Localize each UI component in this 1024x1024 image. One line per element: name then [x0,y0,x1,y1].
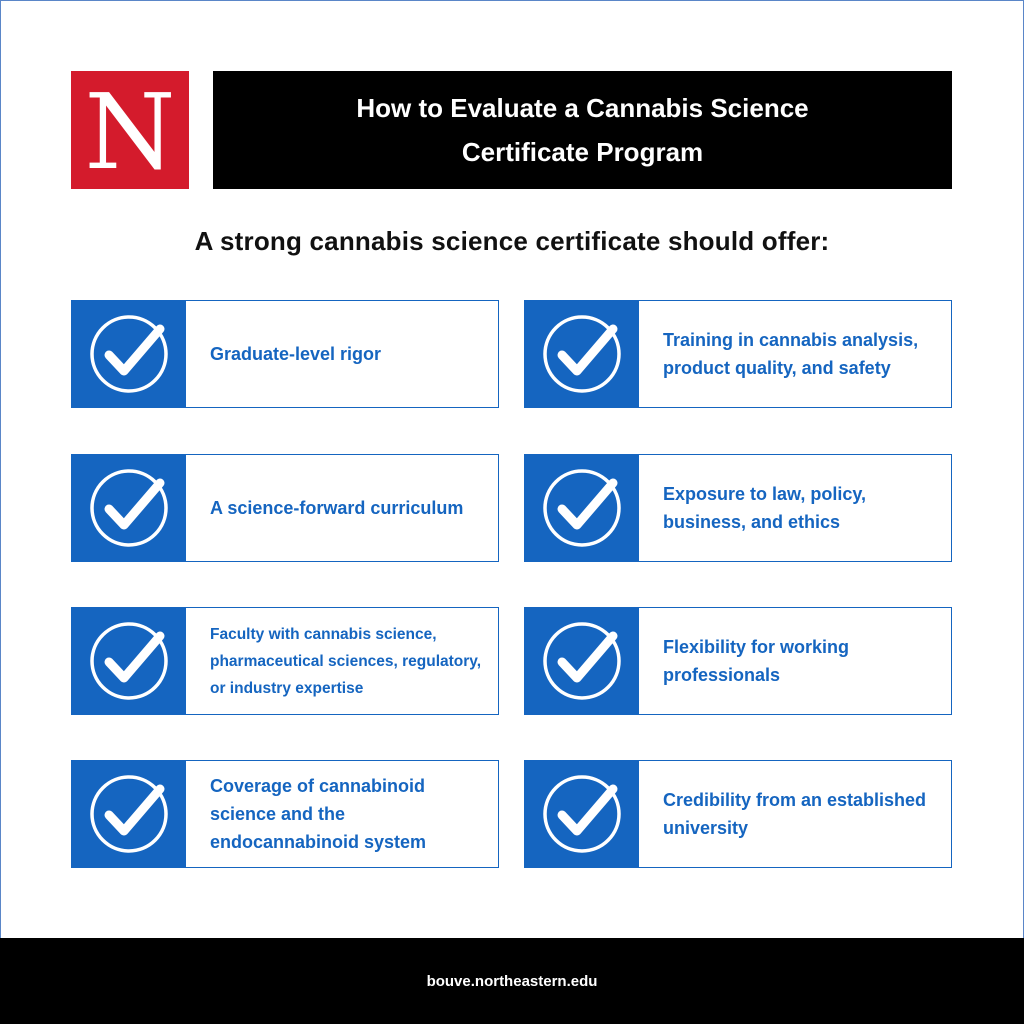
checklist-item-label: Training in cannabis analysis, product quality, and safety [663,330,919,378]
footer-bar [0,938,1024,1024]
logo-letter: N [84,71,176,193]
check-circle-icon [72,301,186,407]
check-circle-icon [525,608,639,714]
check-circle-icon [72,608,186,714]
checklist-item-label: Graduate-level rigor [210,344,382,364]
checklist-item [71,300,499,408]
checklist-item [524,607,952,715]
check-circle-icon [525,761,639,867]
page-title [303,86,863,174]
northeastern-logo [71,71,189,193]
title-line-2: Certificate Program [461,137,704,167]
check-circle-icon [72,455,186,561]
title-banner [213,71,952,189]
checklist-item-label: A science-forward curriculum [210,498,464,518]
checklist-item [71,607,499,715]
checklist-item-label: Faculty with cannabis science, pharmaceutical sciences, regulatory, or industry expertise [210,625,482,697]
checklist-item-label: Credibility from an established university [663,790,927,838]
section-subtitle: A strong cannabis science certificate should offer: [194,226,830,256]
checklist-item [524,300,952,408]
checklist-item [71,454,499,562]
checklist-item-label: Coverage of cannabinoid science and the endocannabinoid system [210,776,427,852]
check-circle-icon [525,301,639,407]
footer-url[interactable]: bouve.northeastern.edu [426,972,598,990]
title-line-1: How to Evaluate a Cannabis Science [356,93,809,123]
check-circle-icon [525,455,639,561]
checklist-item-label: Exposure to law, policy, business, and ethics [663,484,867,532]
checklist-item-label: Flexibility for working professionals [663,637,850,685]
checklist-item [524,454,952,562]
check-circle-icon [72,761,186,867]
checklist-item [71,760,499,868]
checklist-item [524,760,952,868]
